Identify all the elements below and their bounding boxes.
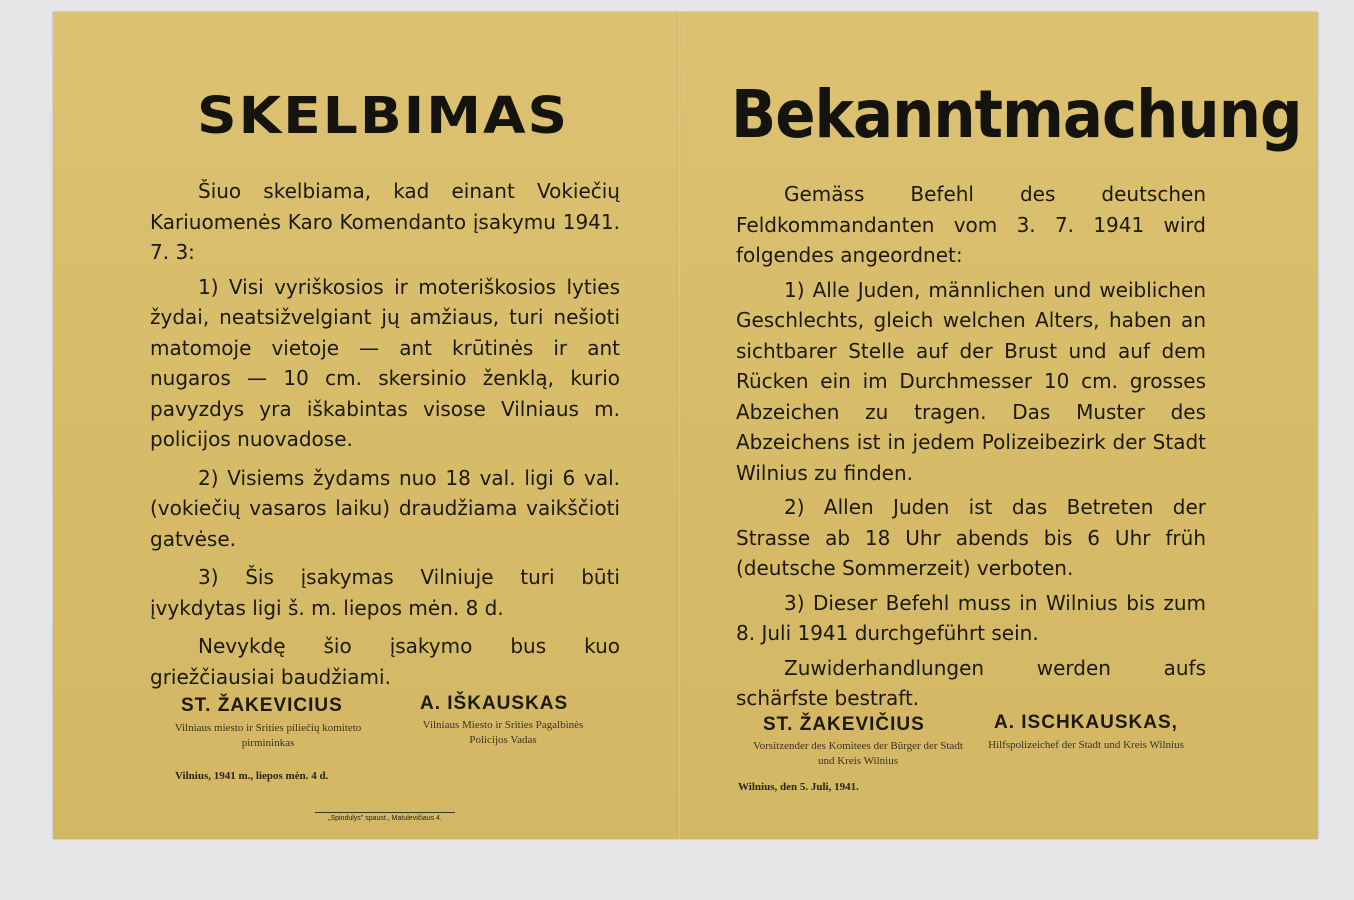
german-signer-2-name: A. ISCHKAUSKAS, (994, 712, 1178, 733)
lithuanian-signer-2-name: A. IŠKAUSKAS (420, 693, 569, 714)
lithuanian-signer-1-role: Vilniaus miesto ir Srities piliečių komiteto pirmininkas (174, 722, 362, 749)
german-column (681, 12, 1318, 839)
german-title: Bekanntmachung (731, 76, 1302, 153)
lithuanian-signer-2-role: Vilniaus Miesto ir Srities Pagalbinės Policijos Vadas (422, 719, 584, 746)
lithuanian-closing: Nevykdę šio įsakymo bus kuo griežčiausiai baudžiami. (150, 634, 620, 689)
lithuanian-title: SKELBIMAS (197, 86, 570, 145)
german-point-1: 1) Alle Juden, männlichen und weiblichen Geschlechts, gleich welchen Alters, haben an sichtbarer Stelle auf der Brust und auf dem Rücken ein im Durchmesser 10 cm. grosses Abzeichen zu tragen. Das Muster des Abzeichens ist in jedem Polizeibezirk der Stadt Wilnius zu finden. (736, 277, 1206, 485)
lithuanian-date: Vilnius, 1941 m., liepos mėn. 4 d. (175, 770, 329, 782)
lithuanian-column (53, 12, 677, 839)
german-body (736, 179, 1206, 718)
german-signer-2-role: Hilfspolizeichef der Stadt und Kreis Wilnius (988, 739, 1184, 751)
lithuanian-signer-1-name: ST. ŽAKEVICIUS (181, 695, 343, 716)
lithuanian-point-2: 2) Visiems žydams nuo 18 val. ligi 6 val. (vokiečių vasaros laiku) draudžiama vaikščioti gatvėse. (150, 465, 620, 551)
lithuanian-point-1: 1) Visi vyriškosios ir moteriškosios lyties žydai, neatsižvelgiant jų amžiaus, turi nešioti matomoje vietoje — ant krūtinės ir ant nugaros — 10 cm. skersinio ženklą, kurio pavyzdys yra iškabintas visose Vilniaus m. policijos nuovadose. (150, 274, 620, 451)
german-point-2: 2) Allen Juden ist das Betreten der Strasse ab 18 Uhr abends bis 6 Uhr früh (deutsche Sommerzeit) verboten. (736, 495, 1206, 580)
printer-imprint: „Spindulys" spaust., Matulevičiaus 4. (315, 812, 455, 822)
german-intro: Gemäss Befehl des deutschen Feldkommandanten vom 3. 7. 1941 wird folgendes angeordnet: (736, 182, 1206, 267)
poster-sheet (53, 12, 1318, 839)
german-signer-1-role: Vorsitzender des Komitees der Bürger der Stadt und Kreis Wilnius (753, 740, 963, 767)
lithuanian-intro: Šiuo skelbiama, kad einant Vokiečių Kariuomenės Karo Komendanto įsakymu 1941. 7. 3: (150, 179, 620, 264)
lithuanian-point-3: 3) Šis įsakymas Vilniuje turi būti įvykdytas ligi š. m. liepos mėn. 8 d. (150, 565, 620, 620)
german-closing: Zuwiderhandlungen werden aufs schärfste bestraft. (736, 655, 1206, 710)
german-signer-1-name: ST. ŽAKEVIČIUS (763, 714, 925, 735)
german-point-3: 3) Dieser Befehl muss in Wilnius bis zum 8. Juli 1941 durchgeführt sein. (736, 590, 1206, 645)
german-date: Wilnius, den 5. Juli, 1941. (738, 781, 859, 793)
lithuanian-body (150, 176, 620, 696)
